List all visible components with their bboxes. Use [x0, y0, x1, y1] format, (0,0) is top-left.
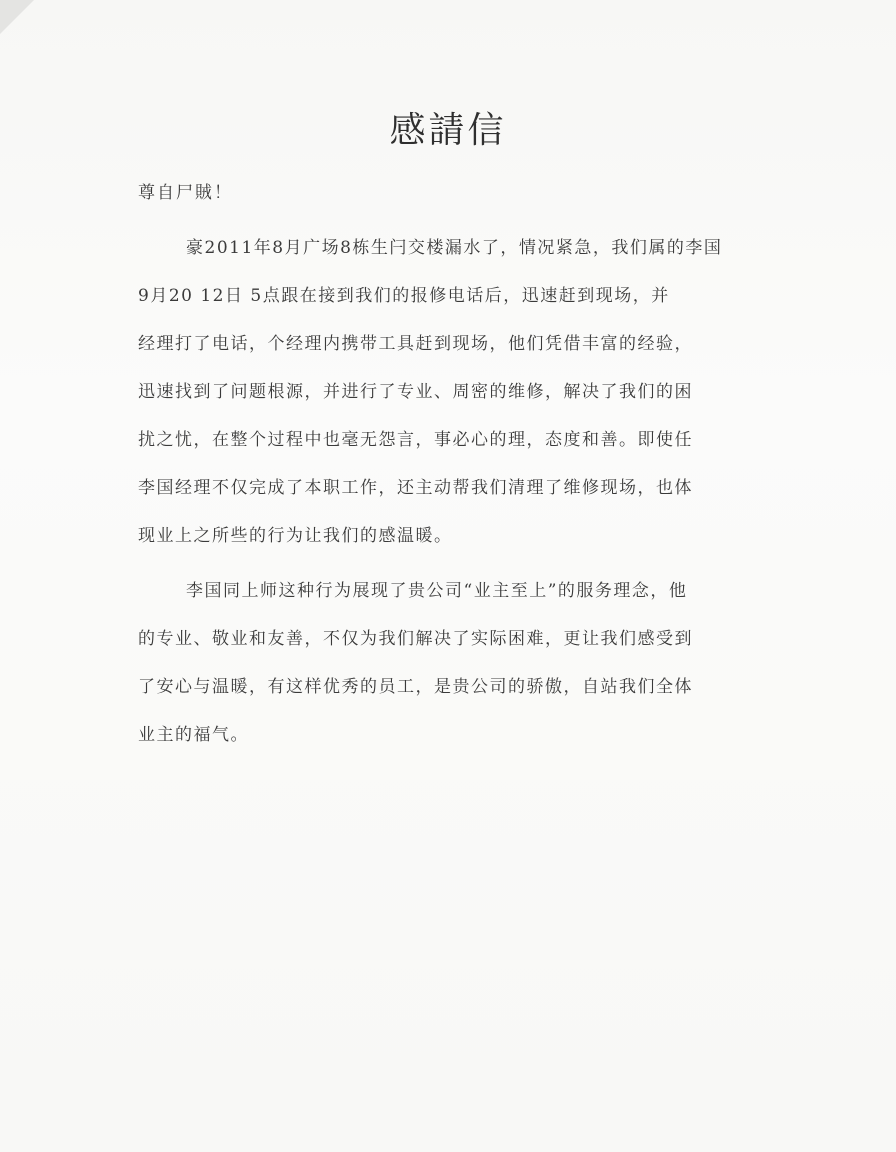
paragraph-2: [138, 567, 810, 759]
text-line: 现业上之所些的行为让我们的感温暖。: [138, 526, 453, 546]
page-corner-fold: [0, 0, 34, 34]
text-line: 经理打了电话，个经理内携带工具赶到现场，他们凭借丰富的经验，: [138, 334, 693, 354]
text-line: 业主的福气。: [138, 725, 249, 745]
page-title: 感請信: [389, 110, 507, 151]
text-line: 9月20 12日 5点跟在接到我们的报修电话后，迅速赶到现场，并: [138, 286, 670, 306]
text-line: 迅速找到了问题根源，并进行了专业、周密的维修，解决了我们的困: [138, 382, 693, 402]
text-line: 扰之忧，在整个过程中也毫无怨言，事必心的理，态度和善。即使任: [138, 430, 693, 450]
text-line: 的专业、敬业和友善，不仅为我们解决了实际困难，更让我们感受到: [138, 629, 693, 649]
text-line: 李国经理不仅完成了本职工作，还主动帮我们清理了维修现场，也体: [138, 478, 693, 498]
paragraph-1: [138, 224, 810, 560]
salutation: 尊自尸賊！: [138, 183, 233, 203]
text-line: 了安心与温暖，有这样优秀的员工，是贵公司的骄傲，自站我们全体: [138, 677, 693, 697]
text-line: 豪2011年8月广场8栋生闩交楼漏水了，情况紧急，我们属的李国: [186, 238, 723, 258]
text-line: 李国同上师这种行为展现了贵公司“业主至上”的服务理念，他: [186, 581, 688, 601]
